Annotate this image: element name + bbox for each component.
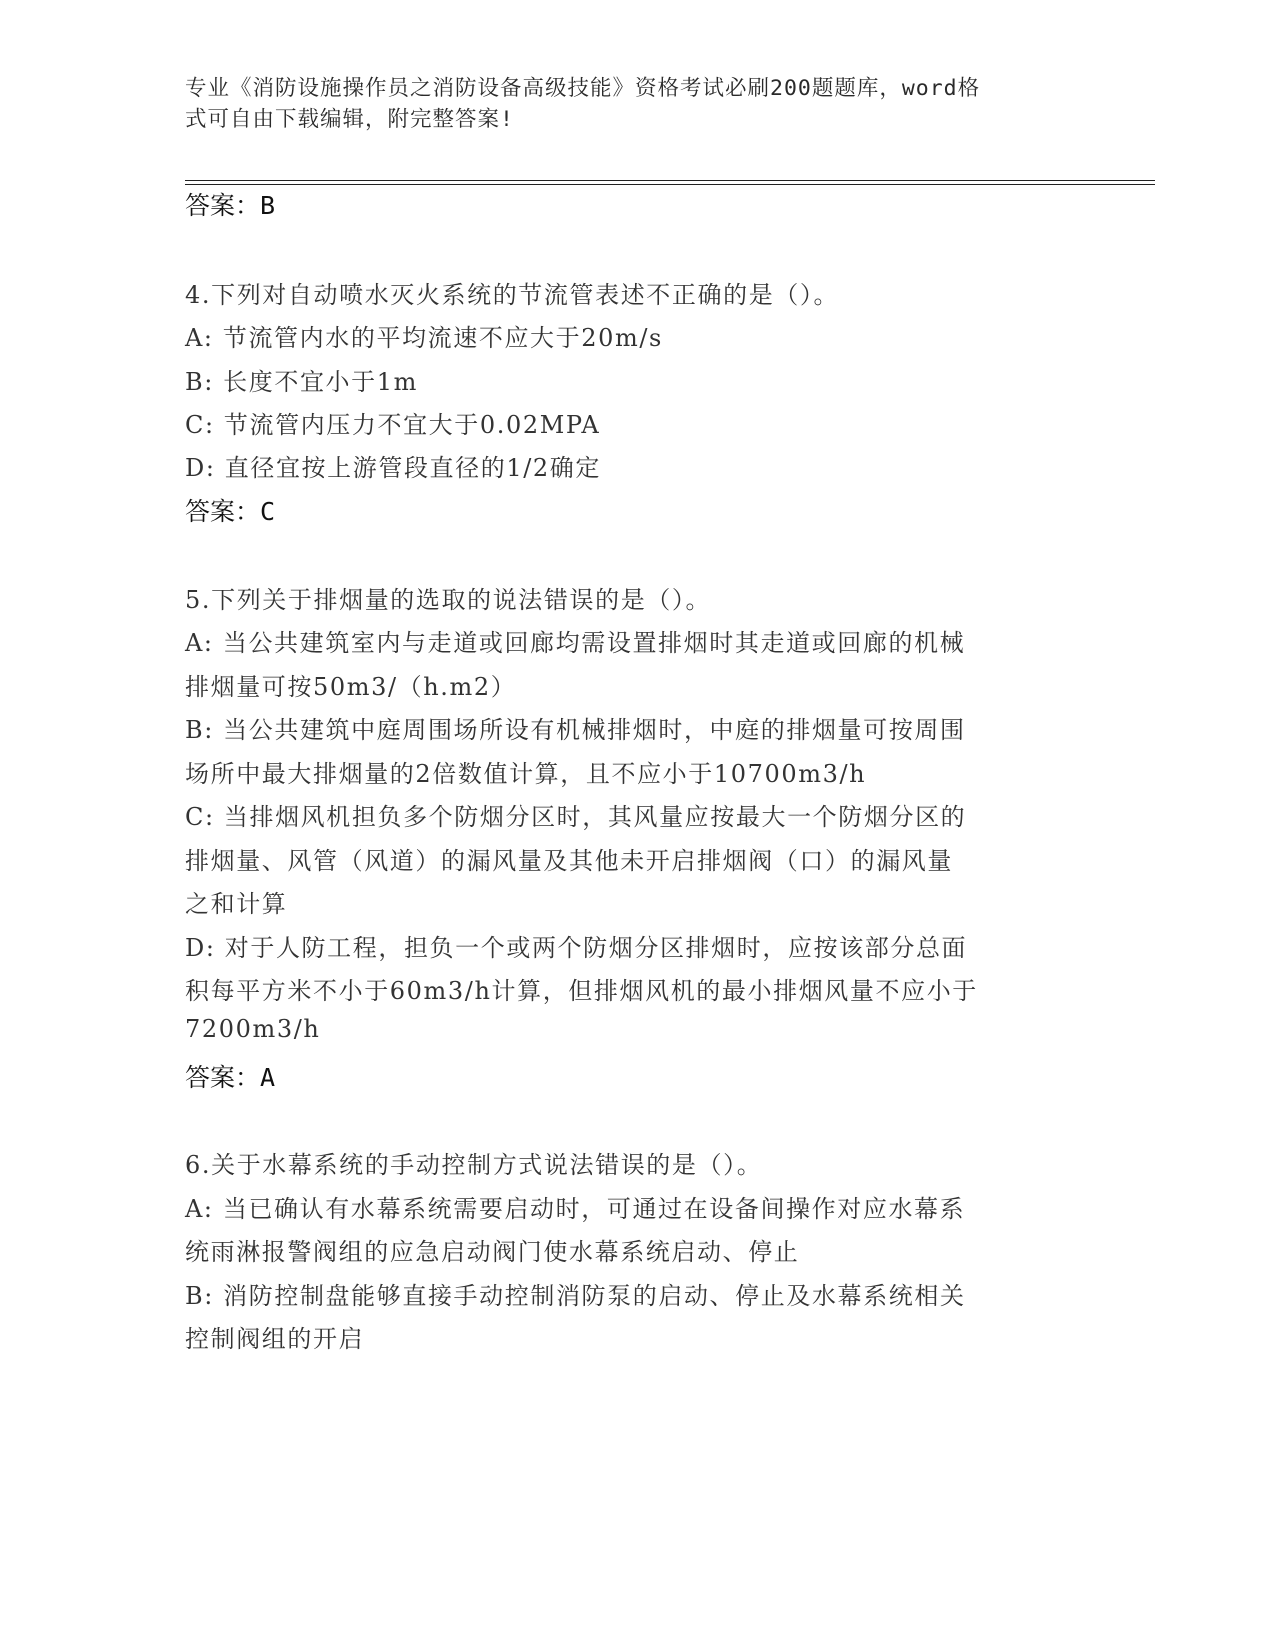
question-6-option-a-line-1: A: 当已确认有水幕系统需要启动时，可通过在设备间操作对应水幕系 <box>185 1195 966 1223</box>
header-line-2: 式可自由下载编辑，附完整答案! <box>185 107 514 132</box>
question-6-option-b-line-2: 控制阀组的开启 <box>185 1325 365 1353</box>
question-4-option-c: C: 节流管内压力不宜大于0.02MPA <box>185 411 601 439</box>
question-5-option-b-line-2: 场所中最大排烟量的2倍数值计算，且不应小于10700m3/h <box>185 760 867 788</box>
question-4-option-d: D: 直径宜按上游管段直径的1/2确定 <box>185 454 601 482</box>
question-5-option-a-line-2: 排烟量可按50m3/（h.m2） <box>185 673 517 701</box>
answer-q3: 答案：B <box>185 191 276 220</box>
question-5-option-c-line-3: 之和计算 <box>185 890 288 918</box>
question-4-option-a: A: 节流管内水的平均流速不应大于20m/s <box>185 324 663 352</box>
question-5-option-c-line-1: C: 当排烟风机担负多个防烟分区时，其风量应按最大一个防烟分区的 <box>185 803 967 831</box>
question-4-option-b: B: 长度不宜小于1m <box>185 368 418 396</box>
header-divider-top <box>185 180 1155 181</box>
question-5-stem: 5.下列关于排烟量的选取的说法错误的是（）。 <box>185 586 712 614</box>
question-5-option-c-line-2: 排烟量、风管（风道）的漏风量及其他未开启排烟阀（口）的漏风量 <box>185 847 953 875</box>
document-header <box>185 73 1065 135</box>
question-5-option-d-line-2: 积每平方米不小于60m3/h计算，但排烟风机的最小排烟风量不应小于 <box>185 977 978 1005</box>
question-5-option-b-line-1: B: 当公共建筑中庭周围场所设有机械排烟时，中庭的排烟量可按周围 <box>185 716 966 744</box>
question-4-stem: 4.下列对自动喷水灭火系统的节流管表述不正确的是（）。 <box>185 281 840 309</box>
answer-q5: 答案：A <box>185 1063 276 1092</box>
answer-q4: 答案：C <box>185 497 276 526</box>
question-5-option-d-line-1: D: 对于人防工程，担负一个或两个防烟分区排烟时，应按该部分总面 <box>185 934 968 962</box>
question-5-option-a-line-1: A: 当公共建筑室内与走道或回廊均需设置排烟时其走道或回廊的机械 <box>185 629 966 657</box>
question-6-stem: 6.关于水幕系统的手动控制方式说法错误的是（）。 <box>185 1151 763 1179</box>
question-6-option-a-line-2: 统雨淋报警阀组的应急启动阀门使水幕系统启动、停止 <box>185 1238 800 1266</box>
question-6-option-b-line-1: B: 消防控制盘能够直接手动控制消防泵的启动、停止及水幕系统相关 <box>185 1282 966 1310</box>
question-5-option-d-line-3: 7200m3/h <box>185 1015 321 1043</box>
header-divider-bottom <box>185 184 1155 185</box>
header-line-1: 专业《消防设施操作员之消防设备高级技能》资格考试必刷200题题库，word格 <box>185 76 981 101</box>
